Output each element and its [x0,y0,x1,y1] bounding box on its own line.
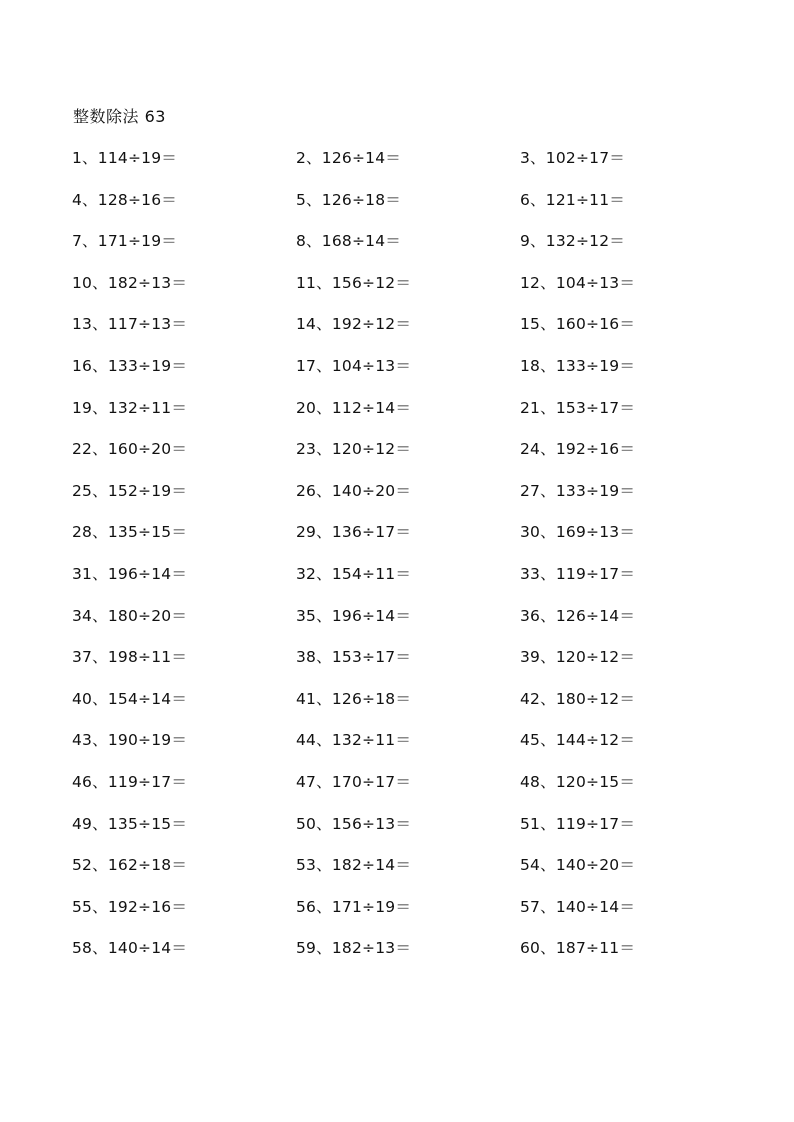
division-problem: 37、198÷11＝ [72,648,188,667]
division-problem: 4、128÷16＝ [72,190,177,209]
division-problem: 49、135÷15＝ [72,814,188,833]
division-problem: 53、182÷14＝ [296,856,412,875]
division-problem: 51、119÷17＝ [520,814,636,833]
division-problem: 47、170÷17＝ [296,772,412,791]
division-problem: 41、126÷18＝ [296,689,412,708]
page-title: 整数除法 63 [73,107,166,126]
division-problem: 25、152÷19＝ [72,481,188,500]
division-problem: 55、192÷16＝ [72,897,188,916]
division-problem: 60、187÷11＝ [520,939,636,958]
division-problem: 8、168÷14＝ [296,232,401,251]
division-problem: 45、144÷12＝ [520,731,636,750]
division-problem: 46、119÷17＝ [72,772,188,791]
division-problem: 3、102÷17＝ [520,149,625,167]
division-problem: 54、140÷20＝ [520,856,636,875]
division-problem: 20、112÷14＝ [296,398,412,417]
division-problem: 35、196÷14＝ [296,606,412,625]
division-problem: 22、160÷20＝ [72,440,188,459]
division-problem: 48、120÷15＝ [520,772,636,791]
problem-grid [72,147,712,979]
division-problem: 31、196÷14＝ [72,564,188,583]
division-problem: 57、140÷14＝ [520,897,636,916]
division-problem: 1、114÷19＝ [72,149,177,167]
division-problem: 16、133÷19＝ [72,356,188,375]
division-problem: 40、154÷14＝ [72,689,188,708]
division-problem: 32、154÷11＝ [296,564,412,583]
division-problem: 2、126÷14＝ [296,149,401,167]
division-problem: 13、117÷13＝ [72,315,188,334]
division-problem: 42、180÷12＝ [520,689,636,708]
division-problem: 34、180÷20＝ [72,606,188,625]
division-problem: 56、171÷19＝ [296,897,412,916]
division-problem: 6、121÷11＝ [520,190,625,209]
division-problem: 50、156÷13＝ [296,814,412,833]
division-problem: 17、104÷13＝ [296,356,412,375]
division-problem: 12、104÷13＝ [520,273,636,292]
division-problem: 27、133÷19＝ [520,481,636,500]
division-problem: 10、182÷13＝ [72,273,188,292]
division-problem: 52、162÷18＝ [72,856,188,875]
division-problem: 24、192÷16＝ [520,440,636,459]
division-problem: 21、153÷17＝ [520,398,636,417]
division-problem: 36、126÷14＝ [520,606,636,625]
division-problem: 29、136÷17＝ [296,523,412,542]
division-problem: 15、160÷16＝ [520,315,636,334]
division-problem: 59、182÷13＝ [296,939,412,958]
division-problem: 5、126÷18＝ [296,190,401,209]
division-problem: 44、132÷11＝ [296,731,412,750]
division-problem: 43、190÷19＝ [72,731,188,750]
division-problem: 58、140÷14＝ [72,939,188,958]
division-problem: 33、119÷17＝ [520,564,636,583]
division-problem: 23、120÷12＝ [296,440,412,459]
division-problem: 14、192÷12＝ [296,315,412,334]
division-problem: 38、153÷17＝ [296,648,412,667]
division-problem: 9、132÷12＝ [520,232,625,251]
division-problem: 30、169÷13＝ [520,523,636,542]
division-problem: 18、133÷19＝ [520,356,636,375]
division-problem: 19、132÷11＝ [72,398,188,417]
division-problem: 28、135÷15＝ [72,523,188,542]
division-problem: 7、171÷19＝ [72,232,177,251]
division-problem: 11、156÷12＝ [296,273,412,292]
division-problem: 26、140÷20＝ [296,481,412,500]
division-problem: 39、120÷12＝ [520,648,636,667]
